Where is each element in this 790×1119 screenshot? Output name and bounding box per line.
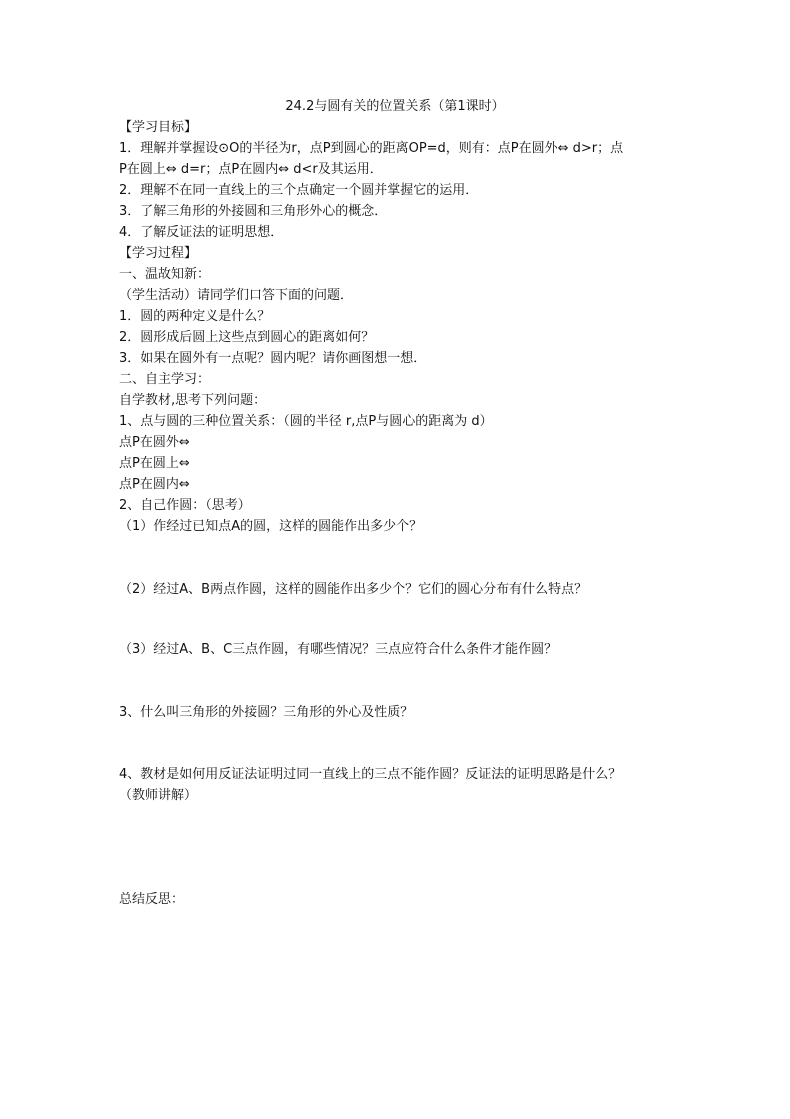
goal-item-1-line-2: P在圆上⇔ d=r；点P在圆内⇔ d<r及其运用． — [119, 162, 383, 177]
self-study-item-1: 1、点与圆的三种位置关系：（圆的半径 r,点P与圆心的距离为 d） — [119, 414, 493, 429]
self-study-item-4-line-2: （教师讲解） — [119, 788, 198, 803]
student-activity: （学生活动）请同学们口答下面的问题． — [119, 288, 354, 303]
construct-question-2: （2）经过A、B两点作圆，这样的圆能作出多少个？它们的圆心分布有什么特点？ — [119, 582, 588, 597]
review-question-3: 3．如果在圆外有一点呢？圆内呢？请你画图想一想． — [119, 351, 427, 366]
review-question-1: 1．圆的两种定义是什么？ — [119, 309, 271, 324]
construct-question-3: （3）经过A、B、C三点作圆，有哪些情况？三点应符合什么条件才能作圆？ — [119, 642, 558, 657]
self-study-item-4-line-1: 4、教材是如何用反证法证明过同一直线上的三点不能作圆？反证法的证明思路是什么？ — [119, 767, 622, 782]
goal-item-2: 2．理解不在同一直线上的三个点确定一个圆并掌握它的运用． — [119, 183, 479, 198]
position-on: 点P在圆上⇔ — [119, 456, 190, 471]
review-question-2: 2．圆形成后圆上这些点到圆心的距离如何？ — [119, 330, 375, 345]
goal-item-4: 4．了解反证法的证明思想． — [119, 225, 284, 240]
process-heading: 【学习过程】 — [119, 246, 198, 261]
position-inside: 点P在圆内⇔ — [119, 477, 190, 492]
self-study-item-3: 3、什么叫三角形的外接圆？三角形的外心及性质？ — [119, 705, 414, 720]
position-outside: 点P在圆外⇔ — [119, 435, 190, 450]
goals-heading: 【学习目标】 — [119, 120, 198, 135]
review-heading: 一、温故知新： — [119, 267, 211, 282]
self-study-intro: 自学教材,思考下列问题： — [119, 393, 267, 408]
goal-item-1-line-1: 1．理解并掌握设⊙O的半径为r，点P到圆心的距离OP=d，则有：点P在圆外⇔ d>r；点 — [119, 141, 624, 156]
goal-item-3: 3．了解三角形的外接圆和三角形外心的概念． — [119, 204, 388, 219]
construct-question-1: （1）作经过已知点A的圆，这样的圆能作出多少个？ — [119, 519, 423, 534]
page-title: 24.2与圆有关的位置关系（第1课时） — [285, 99, 505, 114]
self-study-heading: 二、自主学习： — [119, 372, 211, 387]
summary-heading: 总结反思： — [119, 892, 185, 907]
self-study-item-2: 2、自己作圆：（思考） — [119, 498, 251, 513]
